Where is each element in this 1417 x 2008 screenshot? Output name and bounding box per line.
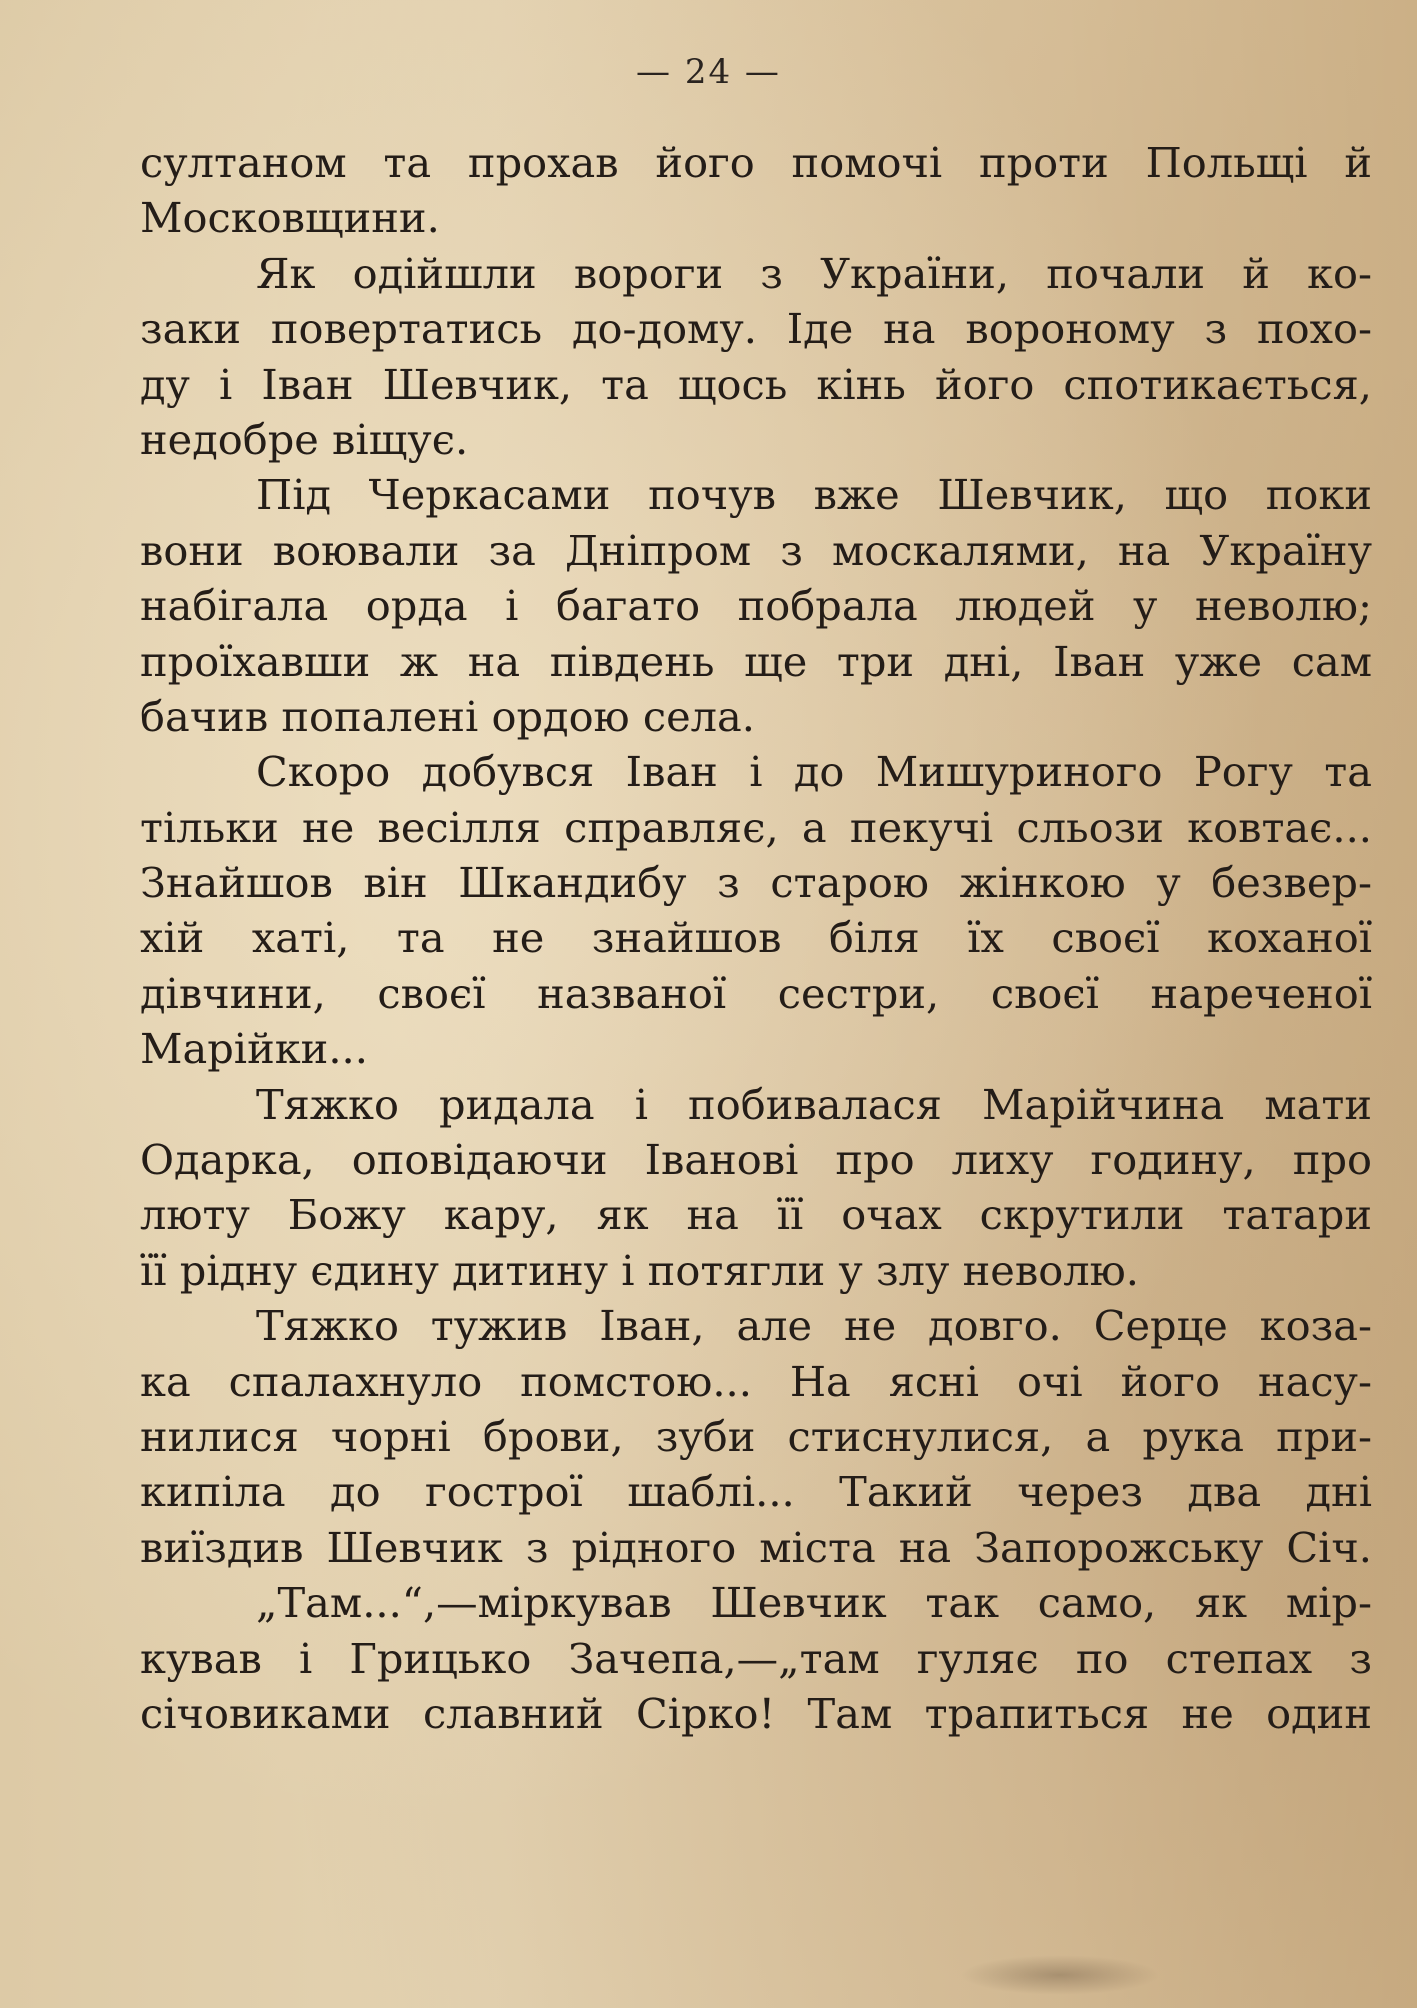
text-line: хій хаті, та не знайшов біля їх своєї коханої	[140, 913, 1372, 963]
text-line: набігала орда і багато побрала людей у неволю;	[140, 581, 1372, 631]
text-line: тільки не весілля справляє, а пекучі сльози ковтає...	[140, 802, 1372, 852]
text-line: її рідну єдину дитину і потягли у злу неволю.	[140, 1245, 1139, 1295]
text-line: ка спалахнуло помстою... На ясні очі його насу-	[140, 1356, 1372, 1406]
text-line: Одарка, оповідаючи Іванові про лиху годину, про	[140, 1135, 1372, 1185]
text-line: дівчини, своєї названої сестри, своєї нареченої	[140, 968, 1372, 1018]
text-body	[140, 135, 1372, 1741]
text-line: січовиками славний Сірко! Там трапиться не один	[140, 1688, 1372, 1738]
text-line: виїздив Шевчик з рідного міста на Запорожську Січ.	[140, 1522, 1372, 1572]
text-line: кипіла до гострої шаблі... Такий через два дні	[140, 1467, 1372, 1517]
text-line: Як одійшли вороги з України, почали й ко-	[256, 248, 1372, 298]
text-line: Тяжко ридала і побивалася Марійчина мати	[256, 1079, 1372, 1129]
text-line: Тяжко тужив Іван, але не довго. Серце коза-	[256, 1301, 1372, 1351]
text-line: нилися чорні брови, зуби стиснулися, а рука при-	[140, 1411, 1372, 1461]
text-line: ду і Іван Шевчик, та щось кінь його спотикається,	[140, 359, 1372, 409]
text-line: заки повертатись до-дому. Іде на вороному з похо-	[140, 304, 1372, 354]
text-line: Марійки...	[140, 1024, 368, 1074]
text-line: Під Черкасами почув вже Шевчик, що поки	[256, 470, 1372, 520]
text-line: недобре віщує.	[140, 414, 469, 464]
text-line: Скоро добувся Іван і до Мишуриного Рогу та	[256, 747, 1372, 797]
text-line: кував і Грицько Зачепа,—„там гуляє по степах з	[140, 1633, 1372, 1683]
text-line: вони воювали за Дніпром з москалями, на Україну	[140, 525, 1372, 575]
text-line: бачив попалені ордою села.	[140, 691, 755, 741]
text-line: „Там...“,—міркував Шевчик так само, як мір-	[256, 1578, 1372, 1628]
text-line: Московщини.	[140, 193, 440, 243]
text-line: люту Божу кару, як на її очах скрутили татари	[140, 1190, 1372, 1240]
text-line: султаном та прохав його помочі проти Польщі й	[140, 138, 1372, 187]
ink-smudge	[960, 1955, 1160, 1995]
text-line: Знайшов він Шкандибу з старою жінкою у безвер-	[140, 858, 1372, 908]
text-line: проїхавши ж на південь ще три дні, Іван уже сам	[140, 636, 1372, 686]
page-number: — 24 —	[636, 52, 781, 92]
